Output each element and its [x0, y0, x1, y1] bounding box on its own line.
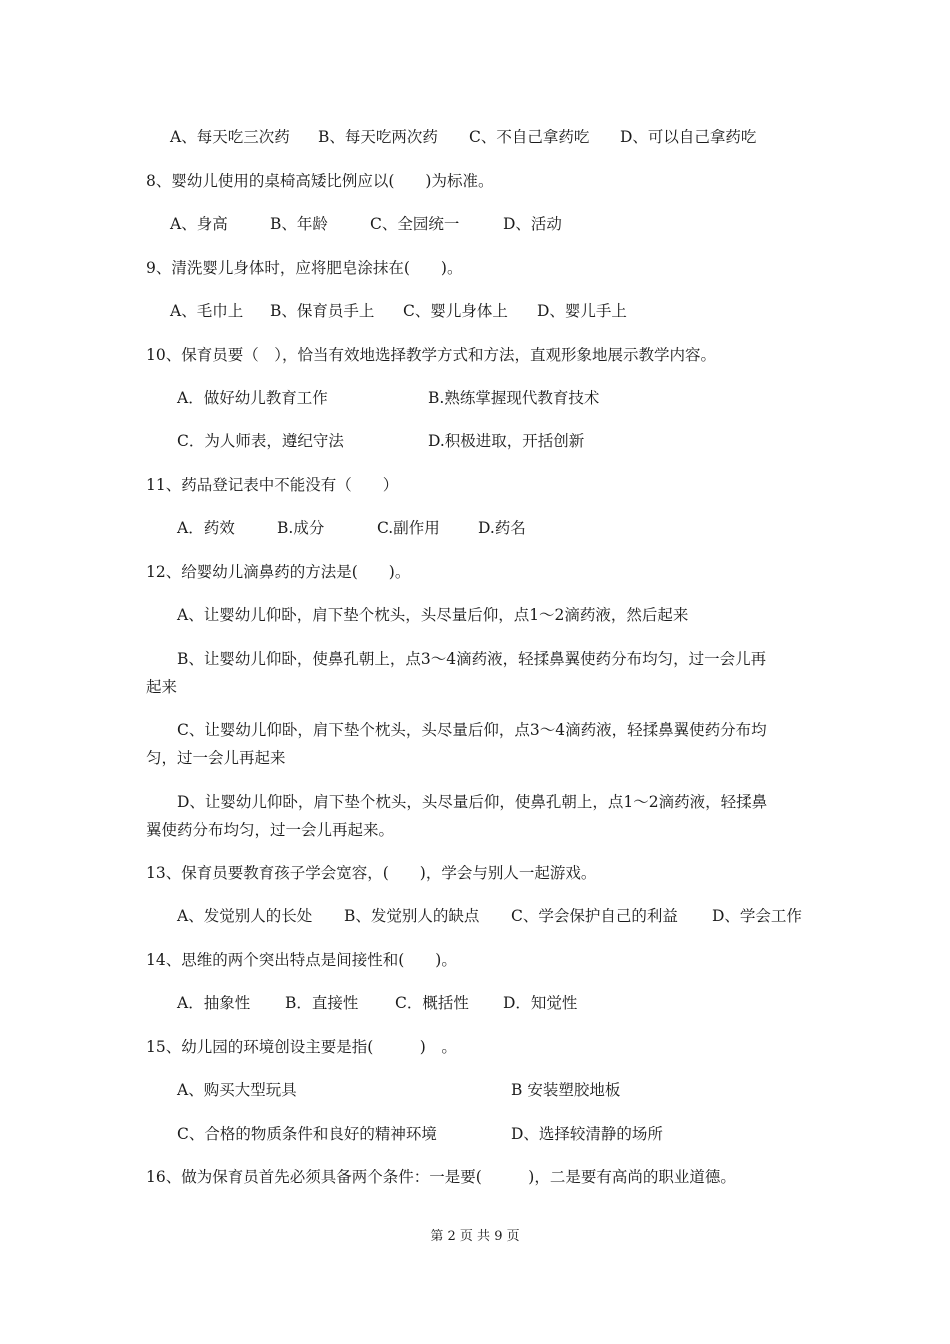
question-16-stem: 16、做为保育员首先必须具备两个条件：一是要( )，二是要有高尚的职业道德。: [146, 1168, 736, 1186]
option-c: C．概括性: [395, 994, 469, 1012]
question-12-option-c-line1: C、让婴幼儿仰卧，肩下垫个枕头，头尽量后仰，点3～4滴药液，轻揉鼻翼使药分布均: [177, 721, 767, 739]
option-a: A、发觉别人的长处: [177, 907, 313, 925]
option-a: A、身高: [170, 215, 228, 233]
option-a: A、每天吃三次药: [170, 128, 290, 146]
option-d: D.药名: [478, 519, 526, 537]
question-12-option-d-line2: 翼使药分布均匀，过一会儿再起来。: [146, 821, 395, 839]
option-c: C、合格的物质条件和良好的精神环境: [177, 1125, 437, 1143]
option-d: D、学会工作: [712, 907, 802, 925]
option-b: B、年龄: [270, 215, 328, 233]
option-a: A．抽象性: [177, 994, 251, 1012]
option-b: B．直接性: [285, 994, 359, 1012]
question-12-stem: 12、给婴幼儿滴鼻药的方法是( )。: [146, 563, 411, 581]
question-12-option-c-line2: 匀，过一会儿再起来: [146, 749, 286, 767]
option-c: C.副作用: [377, 519, 440, 537]
question-13-stem: 13、保育员要教育孩子学会宽容，( )，学会与别人一起游戏。: [146, 864, 597, 882]
question-8-stem: 8、婴幼儿使用的桌椅高矮比例应以( )为标准。: [146, 172, 494, 190]
question-9-stem: 9、清洗婴儿身体时，应将肥皂涂抹在( )。: [146, 259, 463, 277]
option-b: B.成分: [277, 519, 325, 537]
option-a: A、毛巾上: [170, 302, 244, 320]
option-b: B 安装塑胶地板: [511, 1081, 621, 1099]
option-c: C、婴儿身体上: [403, 302, 508, 320]
option-c: C、全园统一: [370, 215, 460, 233]
option-d: D、活动: [503, 215, 562, 233]
option-b: B、保育员手上: [270, 302, 375, 320]
option-b: B.熟练掌握现代教育技术: [428, 389, 600, 407]
question-12-option-a: A、让婴幼儿仰卧，肩下垫个枕头，头尽量后仰，点1～2滴药液，然后起来: [177, 606, 689, 624]
option-a: A．药效: [177, 519, 235, 537]
option-c: C．为人师表，遵纪守法: [177, 432, 344, 450]
question-15-stem: 15、幼儿园的环境创设主要是指( ) 。: [146, 1038, 457, 1056]
question-12-option-b-line1: B、让婴幼儿仰卧，使鼻孔朝上，点3～4滴药液，轻揉鼻翼使药分布均匀，过一会儿再: [177, 650, 767, 668]
option-d: D、可以自己拿药吃: [620, 128, 757, 146]
option-b: B、发觉别人的缺点: [344, 907, 480, 925]
option-c: C、不自己拿药吃: [469, 128, 590, 146]
option-b: B、每天吃两次药: [318, 128, 438, 146]
option-d: D．知觉性: [503, 994, 578, 1012]
option-a: A、购买大型玩具: [177, 1081, 297, 1099]
option-d: D、选择较清静的场所: [511, 1125, 663, 1143]
question-12-option-d-line1: D、让婴幼儿仰卧，肩下垫个枕头，头尽量后仰，使鼻孔朝上，点1～2滴药液，轻揉鼻: [177, 793, 768, 811]
option-d: D.积极进取，开括创新: [428, 432, 585, 450]
question-12-option-b-line2: 起来: [146, 678, 178, 696]
question-14-stem: 14、思维的两个突出特点是间接性和( )。: [146, 951, 457, 969]
question-11-stem: 11、药品登记表中不能没有（ ）: [146, 476, 399, 494]
page-number: 第 2 页 共 9 页: [430, 1229, 520, 1244]
option-a: A．做好幼儿教育工作: [177, 389, 328, 407]
question-10-stem: 10、保育员要（ ），恰当有效地选择教学方式和方法，直观形象地展示教学内容。: [146, 346, 716, 364]
option-d: D、婴儿手上: [537, 302, 627, 320]
option-c: C、学会保护自己的利益: [511, 907, 678, 925]
